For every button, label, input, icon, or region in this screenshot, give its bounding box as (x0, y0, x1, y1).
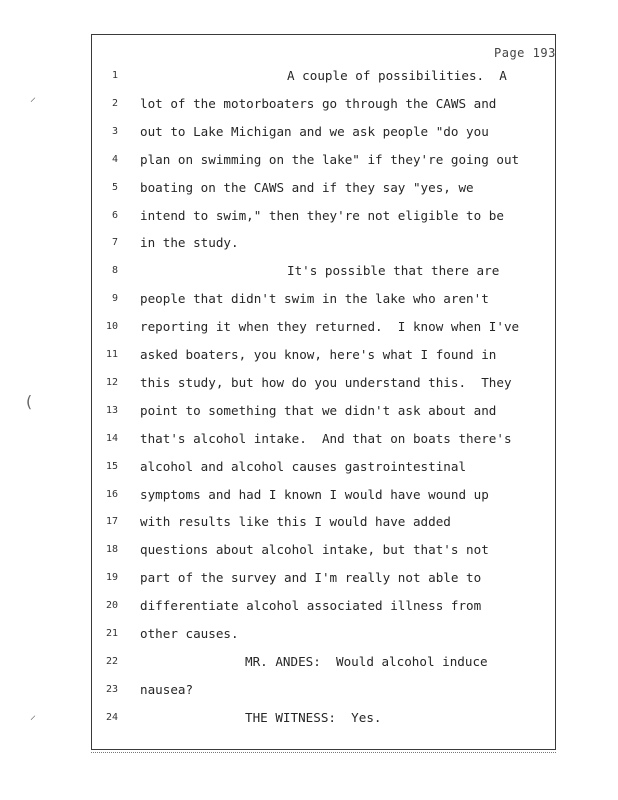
line-number: 9 (111, 293, 118, 304)
margin-mark-top: ⸝ (30, 90, 37, 104)
line-number: 19 (105, 572, 118, 583)
transcript-line: intend to swim," then they're not eligible to be (140, 208, 504, 223)
transcript-line: that's alcohol intake. And that on boats there's (140, 431, 512, 446)
transcript-line: nausea? (140, 682, 194, 697)
transcript-line: other causes. (140, 626, 239, 641)
transcript-line: questions about alcohol intake, but that's not (140, 542, 489, 557)
transcript-line: out to Lake Michigan and we ask people "do you (140, 124, 489, 139)
transcript-line: asked boaters, you know, here's what I found in (140, 347, 497, 362)
line-number: 23 (105, 684, 118, 695)
line-number: 21 (105, 628, 118, 639)
transcript-line: lot of the motorboaters go through the CAWS and (140, 96, 497, 111)
line-number: 4 (111, 154, 118, 165)
transcript-line: MR. ANDES: Would alcohol induce (245, 654, 488, 669)
line-number: 17 (105, 516, 118, 527)
line-number: 18 (105, 544, 118, 555)
line-number: 2 (111, 98, 118, 109)
line-number: 6 (111, 210, 118, 221)
transcript-line: reporting it when they returned. I know when I've (140, 319, 520, 334)
line-number: 10 (105, 321, 118, 332)
transcript-line: It's possible that there are (287, 263, 500, 278)
transcript-line: part of the survey and I'm really not able to (140, 570, 482, 585)
margin-mark-middle: ( (24, 392, 34, 411)
transcript-line: boating on the CAWS and if they say "yes, we (140, 180, 474, 195)
line-number: 13 (105, 405, 118, 416)
line-number: 15 (105, 461, 118, 472)
line-number: 1 (111, 70, 118, 81)
transcript-line: A couple of possibilities. A (287, 68, 507, 83)
line-number: 5 (111, 182, 118, 193)
transcript-line: people that didn't swim in the lake who aren't (140, 291, 489, 306)
line-number: 3 (111, 126, 118, 137)
transcript-line: differentiate alcohol associated illness from (140, 598, 482, 613)
transcript-line: alcohol and alcohol causes gastrointestinal (140, 459, 467, 474)
transcript-line: with results like this I would have added (140, 514, 451, 529)
line-number: 24 (105, 712, 118, 723)
transcript-line: in the study. (140, 235, 239, 250)
transcript-line: point to something that we didn't ask about and (140, 403, 497, 418)
line-number: 16 (105, 489, 118, 500)
page-number: Page 193 (494, 46, 556, 60)
margin-mark-bottom: ⸝ (30, 708, 37, 722)
line-number: 12 (105, 377, 118, 388)
transcript-line: this study, but how do you understand this. They (140, 375, 512, 390)
transcript-line: plan on swimming on the lake" if they're going out (140, 152, 520, 167)
line-number: 11 (105, 349, 118, 360)
line-number: 7 (111, 237, 118, 248)
line-number: 22 (105, 656, 118, 667)
line-number: 20 (105, 600, 118, 611)
line-number: 14 (105, 433, 118, 444)
transcript-line: symptoms and had I known I would have wound up (140, 487, 489, 502)
transcript-line: THE WITNESS: Yes. (245, 710, 382, 725)
bottom-border-line (91, 752, 556, 753)
line-number: 8 (111, 265, 118, 276)
